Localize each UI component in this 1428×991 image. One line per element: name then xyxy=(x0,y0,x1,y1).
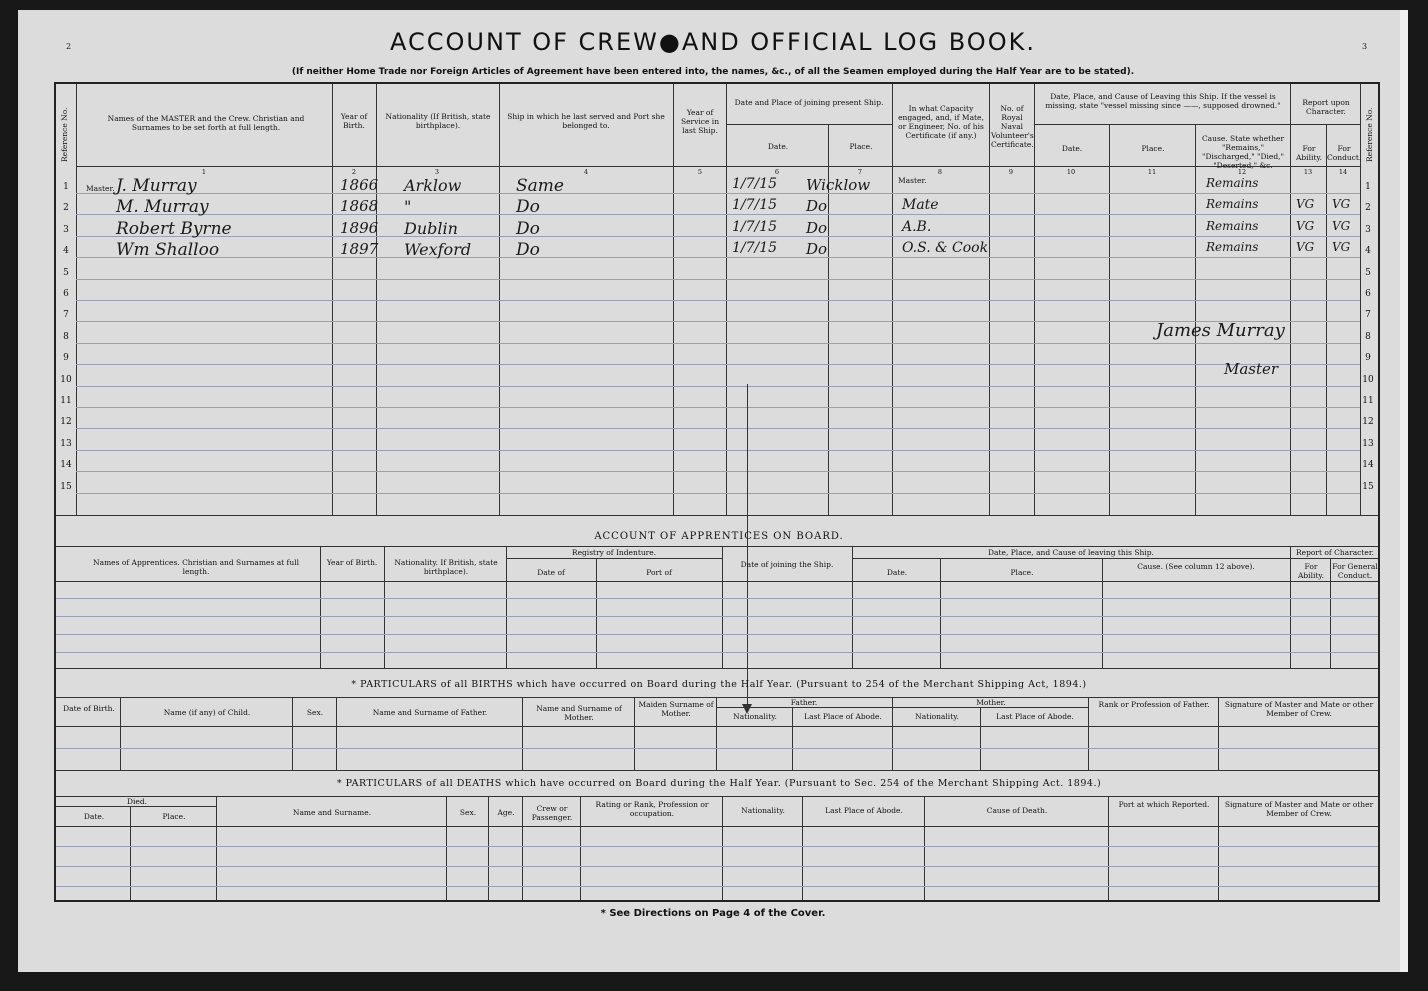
deaths-title: * PARTICULARS of all DEATHS which have occurred on Board during the Half Year. (Pursuant to Sec. 254 of the Merchant Shipping Act. 1894.) xyxy=(336,778,1102,789)
apprentices-nationality-header: Nationality. If British, state birthplace). xyxy=(394,558,498,576)
header-ability: For Ability. xyxy=(1295,144,1323,162)
column-number: 10 xyxy=(1066,168,1076,176)
crew-entry-ability: VG xyxy=(1296,240,1315,254)
births-signature-header: Signature of Master and Mate or other Member of Crew. xyxy=(1224,700,1374,718)
crew-row-rule xyxy=(76,386,1360,387)
births-mother-name-header: Name and Surname of Mother. xyxy=(536,704,622,722)
births-sex-header: Sex. xyxy=(306,708,324,717)
column-number: 4 xyxy=(583,168,589,176)
crew-entry-nationality: Dublin xyxy=(404,219,458,238)
crew-entry-year: 1868 xyxy=(340,197,379,215)
column-number: 2 xyxy=(351,168,357,176)
row-number-right: 5 xyxy=(1365,268,1371,278)
crew-table-frame xyxy=(54,82,1380,902)
row-number-left: 9 xyxy=(63,353,69,363)
page-number-right: 3 xyxy=(1362,42,1368,51)
deaths-name-header: Name and Surname. xyxy=(292,808,372,817)
row-number-left: 10 xyxy=(60,375,72,385)
row-number-right: 4 xyxy=(1365,246,1371,256)
column-number: 7 xyxy=(857,168,863,176)
header-year-of-service: Year of Service in last Ship. xyxy=(680,108,720,135)
apprentice-row-rule xyxy=(56,652,1378,653)
crew-row-rule xyxy=(76,364,1360,365)
births-mother-header: Mother. xyxy=(976,698,1006,707)
apprentices-joining-header: Date of joining the Ship. xyxy=(740,560,834,569)
crew-row-rule xyxy=(76,300,1360,301)
header-nationality: Nationality (If British, state birthplace). xyxy=(385,112,491,130)
crew-entry-conduct: VG xyxy=(1332,197,1351,211)
births-father-name-header: Name and Surname of Father. xyxy=(372,708,488,717)
row-number-left: 2 xyxy=(63,203,69,213)
row-number-right: 7 xyxy=(1365,310,1371,320)
crew-entry-cause: Remains xyxy=(1206,240,1259,254)
row-number-right: 2 xyxy=(1365,203,1371,213)
header-join-date: Date. xyxy=(767,142,789,151)
apprentices-cause-header: Cause. (See column 12 above). xyxy=(1137,562,1255,571)
row-number-right: 11 xyxy=(1362,396,1374,406)
apprentices-place-header: Place. xyxy=(1010,568,1034,577)
crew-entry-name: Wm Shalloo xyxy=(116,240,220,260)
row-number-left: 14 xyxy=(60,460,72,470)
births-father-nationality-header: Nationality. xyxy=(733,712,777,721)
row-number-right: 6 xyxy=(1365,289,1371,299)
header-capacity: In what Capacity engaged, and, if Mate, or Engineer, No. of his Certificate (if any.) xyxy=(898,104,984,140)
apprentices-date-header: Date. xyxy=(886,568,908,577)
column-number: 11 xyxy=(1147,168,1157,176)
apprentice-row-rule xyxy=(56,598,1378,599)
apprentices-title: ACCOUNT OF APPRENTICES ON BOARD. xyxy=(594,531,844,542)
capacity-master-label: Master. xyxy=(898,176,927,185)
crew-entry-ship: Do xyxy=(516,197,540,217)
header-joining: Date and Place of joining present Ship. xyxy=(734,98,884,107)
apprentices-ability-header: For Ability. xyxy=(1297,562,1325,580)
crew-row-rule xyxy=(76,257,1360,258)
births-child-name-header: Name (if any) of Child. xyxy=(163,708,251,717)
crew-row-rule xyxy=(76,214,1360,215)
crew-entry-capacity: O.S. & Cook xyxy=(902,240,989,256)
deaths-cause-header: Cause of Death. xyxy=(986,806,1048,815)
column-number: 1 xyxy=(201,168,207,176)
apprentices-year-header: Year of Birth. xyxy=(326,558,378,567)
column-number: 12 xyxy=(1237,168,1247,176)
births-date-header: Date of Birth. xyxy=(63,704,115,713)
crew-entry-date: 1/7/15 xyxy=(732,219,778,235)
header-join-place: Place. xyxy=(849,142,873,151)
row-number-right: 15 xyxy=(1362,482,1374,492)
apprentices-reg-date-header: Date of xyxy=(537,568,565,577)
crew-entry-date: 1/7/15 xyxy=(732,240,778,256)
crew-row-rule xyxy=(76,493,1360,494)
crew-entry-capacity: Mate xyxy=(902,197,939,213)
crew-entry-nationality: Wexford xyxy=(404,240,472,259)
column-number: 13 xyxy=(1303,168,1313,176)
row-number-right: 13 xyxy=(1362,439,1374,449)
deaths-abode-header: Last Place of Abode. xyxy=(825,806,903,815)
births-father-abode-header: Last Place of Abode. xyxy=(804,712,882,721)
row-number-left: 4 xyxy=(63,246,69,256)
row-number-left: 11 xyxy=(60,396,72,406)
crew-entry-ability: VG xyxy=(1296,197,1315,211)
crew-entry-ship: Same xyxy=(516,176,564,196)
header-reference-no-right: Reference No. xyxy=(1365,107,1374,162)
crew-entry-place: Do xyxy=(806,219,828,237)
header-leave-date: Date. xyxy=(1061,144,1083,153)
row-number-right: 3 xyxy=(1365,225,1371,235)
crew-entry-cause: Remains xyxy=(1206,197,1259,211)
column-number: 5 xyxy=(697,168,703,176)
crew-row-rule xyxy=(76,279,1360,280)
apprentices-leaving-header: Date, Place, and Cause of leaving this Ship. xyxy=(988,548,1154,557)
row-number-right: 9 xyxy=(1365,353,1371,363)
crew-entry-name: Robert Byrne xyxy=(116,219,232,239)
apprentices-conduct-header: For General Conduct. xyxy=(1332,562,1378,580)
header-names: Names of the MASTER and the Crew. Christian and Surnames to be set forth at full length. xyxy=(107,114,305,132)
crew-entry-cause: Remains xyxy=(1206,219,1259,233)
crew-row-rule xyxy=(76,193,1360,194)
crew-entry-conduct: VG xyxy=(1332,219,1351,233)
apprentice-row-rule xyxy=(56,634,1378,635)
crew-row-rule xyxy=(76,407,1360,408)
apprentices-registry-header: Registry of Indenture. xyxy=(571,548,657,557)
header-conduct: For Conduct. xyxy=(1327,144,1362,162)
crew-entry-name: J. Murray xyxy=(116,176,197,196)
signature-role: Master xyxy=(1224,360,1279,378)
births-mother-abode-header: Last Place of Abode. xyxy=(996,712,1074,721)
row-number-left: 15 xyxy=(60,482,72,492)
deaths-signature-header: Signature of Master and Mate or other Member of Crew. xyxy=(1224,800,1374,818)
row-number-right: 1 xyxy=(1365,182,1371,192)
crew-row-rule xyxy=(76,343,1360,344)
row-number-right: 10 xyxy=(1362,375,1374,385)
row-number-left: 1 xyxy=(63,182,69,192)
crew-entry-ship: Do xyxy=(516,240,540,260)
row-number-right: 8 xyxy=(1365,332,1371,342)
column-number: 6 xyxy=(774,168,780,176)
row-number-left: 12 xyxy=(60,417,72,427)
apprentices-names-header: Names of Apprentices. Christian and Surnames at full length. xyxy=(93,558,299,576)
crew-entry-nationality: " xyxy=(404,197,412,216)
deaths-port-header: Port at which Reported. xyxy=(1118,800,1210,809)
crew-row-rule xyxy=(76,236,1360,237)
header-character: Report upon Character. xyxy=(1302,98,1350,116)
row-number-right: 12 xyxy=(1362,417,1374,427)
column-number: 14 xyxy=(1338,168,1348,176)
deaths-place-header: Place. xyxy=(162,812,186,821)
row-number-left: 3 xyxy=(63,225,69,235)
page-number-left: 2 xyxy=(66,42,72,51)
crew-row-rule xyxy=(76,450,1360,451)
crew-entry-date: 1/7/15 xyxy=(732,176,778,192)
column-number: 9 xyxy=(1008,168,1014,176)
log-book-page xyxy=(18,10,1408,972)
deaths-sex-header: Sex. xyxy=(459,808,477,817)
row-number-left: 7 xyxy=(63,310,69,320)
births-mother-nationality-header: Nationality. xyxy=(915,712,959,721)
crew-entry-capacity: A.B. xyxy=(902,219,932,235)
crew-row-rule xyxy=(76,471,1360,472)
header-rnv-certificate: No. of Royal Naval Volunteer's Certificate. xyxy=(991,104,1034,149)
header-leaving: Date, Place, and Cause of Leaving this Ship. If the vessel is missing, state "vessel missing since ——, supposed drowned." xyxy=(1045,92,1281,110)
crew-entry-place: Wicklow xyxy=(806,176,871,194)
header-leave-place: Place. xyxy=(1141,144,1165,153)
crew-entry-cause: Remains xyxy=(1206,176,1259,190)
crew-entry-year: 1866 xyxy=(340,176,379,194)
crew-row-rule xyxy=(76,428,1360,429)
apprentices-reg-port-header: Port of xyxy=(646,568,672,577)
crew-entry-ability: VG xyxy=(1296,219,1315,233)
crew-entry-year: 1897 xyxy=(340,240,379,258)
header-year-of-birth: Year of Birth. xyxy=(340,112,368,130)
apprentice-row-rule xyxy=(56,616,1378,617)
row-number-left: 13 xyxy=(60,439,72,449)
crew-entry-place: Do xyxy=(806,197,828,215)
row-number-left: 8 xyxy=(63,332,69,342)
crew-entry-ship: Do xyxy=(516,219,540,239)
deaths-date-header: Date. xyxy=(83,812,105,821)
master-label: Master. xyxy=(86,184,115,193)
deaths-age-header: Age. xyxy=(497,808,515,817)
deaths-died-header: Died. xyxy=(126,797,148,806)
row-number-left: 6 xyxy=(63,289,69,299)
crew-entry-place: Do xyxy=(806,240,828,258)
births-title: * PARTICULARS of all BIRTHS which have occurred on Board during the Half Year. (Pursuant to 254 of the Merchant Shipping Act, 1894.) xyxy=(351,679,1087,690)
crew-entry-nationality: Arklow xyxy=(404,176,462,195)
crew-entry-date: 1/7/15 xyxy=(732,197,778,213)
deaths-crew-header: Crew or Passenger. xyxy=(531,804,573,822)
signature-name: James Murray xyxy=(1156,320,1285,341)
apprentices-character-header: Report of Character. xyxy=(1296,548,1374,557)
crew-entry-conduct: VG xyxy=(1332,240,1351,254)
deaths-nationality-header: Nationality. xyxy=(741,806,785,815)
crew-entry-year: 1896 xyxy=(340,219,379,237)
deaths-rating-header: Rating or Rank, Profession or occupation. xyxy=(595,800,709,818)
births-maiden-header: Maiden Surname of Mother. xyxy=(638,700,714,718)
births-father-header: Father. xyxy=(790,698,818,707)
crew-entry-name: M. Murray xyxy=(116,197,209,217)
births-rank-header: Rank or Profession of Father. xyxy=(1098,700,1210,709)
column-number: 3 xyxy=(434,168,440,176)
header-last-ship: Ship in which he last served and Port she belonged to. xyxy=(507,112,665,130)
page-subtitle: (If neither Home Trade nor Foreign Articles of Agreement have been entered into, the names, &c., of all the Seamen employed during the Half Year are to be stated). xyxy=(291,67,1135,77)
row-number-left: 5 xyxy=(63,268,69,278)
row-number-right: 14 xyxy=(1362,460,1374,470)
footer-note: * See Directions on Page 4 of the Cover. xyxy=(600,908,826,919)
column-number: 8 xyxy=(937,168,943,176)
header-cause: Cause. State whether "Remains," "Discharged," "Died," "Deserted," &c. xyxy=(1201,134,1285,170)
page-title: ACCOUNT OF CREW●AND OFFICIAL LOG BOOK. xyxy=(390,28,1036,56)
header-reference-no: Reference No. xyxy=(60,107,69,162)
